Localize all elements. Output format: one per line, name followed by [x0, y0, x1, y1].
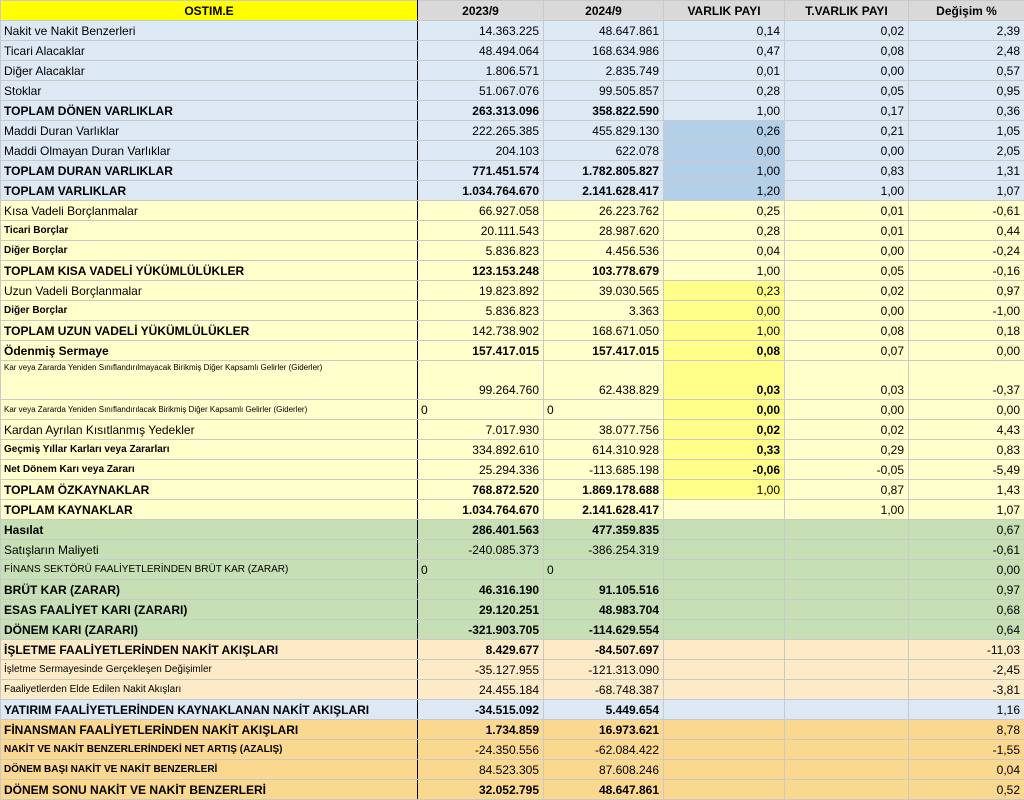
cell-2024[interactable]: 168.671.050 — [544, 321, 664, 341]
cell-2024[interactable]: 87.608.246 — [544, 760, 664, 780]
cell-share[interactable] — [664, 680, 785, 700]
cell-change[interactable]: 0,00 — [909, 560, 1024, 580]
cell-2023[interactable]: 123.153.248 — [418, 261, 544, 281]
row-label[interactable]: DÖNEM BAŞI NAKİT VE NAKİT BENZERLERİ — [1, 760, 418, 780]
cell-change[interactable]: 0,36 — [909, 101, 1024, 121]
table-row — [1, 101, 1024, 121]
cell-2023[interactable]: 768.872.520 — [418, 480, 544, 500]
cell-2023[interactable]: 24.455.184 — [418, 680, 544, 700]
cell-tshare[interactable]: 0,00 — [785, 61, 909, 81]
cell-share[interactable]: 0,23 — [664, 281, 785, 301]
cell-share[interactable] — [664, 600, 785, 620]
cell-share[interactable] — [664, 540, 785, 560]
cell-change[interactable]: -11,03 — [909, 640, 1024, 660]
row-label[interactable]: FİNANS SEKTÖRÜ FAALİYETLERİNDEN BRÜT KAR (ZARAR) — [1, 560, 418, 580]
row-label[interactable]: TOPLAM KISA VADELİ YÜKÜMLÜLÜKLER — [1, 261, 418, 281]
cell-tshare[interactable]: 0,83 — [785, 161, 909, 181]
table-row — [1, 241, 1024, 261]
cell-2024[interactable]: -84.507.697 — [544, 640, 664, 660]
cell-tshare[interactable]: 0,05 — [785, 81, 909, 101]
cell-2023[interactable]: 14.363.225 — [418, 21, 544, 41]
row-label[interactable]: Diğer Alacaklar — [1, 61, 418, 81]
row-label[interactable]: FİNANSMAN FAALİYETLERİNDEN NAKİT AKIŞLARI — [1, 720, 418, 740]
table-row — [1, 341, 1024, 361]
cell-2024[interactable]: 103.778.679 — [544, 261, 664, 281]
cell-2024[interactable]: 3.363 — [544, 301, 664, 321]
cell-change[interactable]: 1,31 — [909, 161, 1024, 181]
cell-2024[interactable]: 26.223.762 — [544, 201, 664, 221]
cell-2023[interactable]: 0 — [418, 400, 544, 420]
cell-change[interactable]: 0,64 — [909, 620, 1024, 640]
cell-change[interactable]: 0,18 — [909, 321, 1024, 341]
row-label[interactable]: Diğer Borçlar — [1, 241, 418, 261]
cell-2023[interactable]: 99.264.760 — [418, 361, 544, 400]
cell-2023[interactable]: 1.806.571 — [418, 61, 544, 81]
cell-2024[interactable]: 358.822.590 — [544, 101, 664, 121]
cell-2024[interactable]: 2.141.628.417 — [544, 181, 664, 201]
row-label[interactable]: TOPLAM DURAN VARLIKLAR — [1, 161, 418, 181]
cell-2024[interactable]: 157.417.015 — [544, 341, 664, 361]
cell-2024[interactable]: 168.634.986 — [544, 41, 664, 61]
row-label[interactable]: İşletme Sermayesinde Gerçekleşen Değişimler — [1, 660, 418, 680]
cell-2024[interactable]: 38.077.756 — [544, 420, 664, 440]
cell-change[interactable]: 1,43 — [909, 480, 1024, 500]
cell-tshare[interactable]: 0,02 — [785, 281, 909, 301]
cell-change[interactable]: 0,95 — [909, 81, 1024, 101]
cell-2024[interactable]: 62.438.829 — [544, 361, 664, 400]
cell-2024[interactable]: 1.869.178.688 — [544, 480, 664, 500]
cell-2024[interactable]: 99.505.857 — [544, 81, 664, 101]
cell-change[interactable]: 0,67 — [909, 520, 1024, 540]
table-row — [1, 81, 1024, 101]
cell-tshare[interactable]: 0,07 — [785, 341, 909, 361]
cell-share[interactable]: 0,04 — [664, 241, 785, 261]
cell-share[interactable]: 0,08 — [664, 341, 785, 361]
table-row — [1, 460, 1024, 480]
cell-change[interactable]: 4,43 — [909, 420, 1024, 440]
cell-2023[interactable]: 29.120.251 — [418, 600, 544, 620]
row-label[interactable]: TOPLAM VARLIKLAR — [1, 181, 418, 201]
cell-share[interactable]: 1,00 — [664, 261, 785, 281]
row-label[interactable]: Uzun Vadeli Borçlanmalar — [1, 281, 418, 301]
cell-2023[interactable]: 204.103 — [418, 141, 544, 161]
cell-change[interactable]: 2,39 — [909, 21, 1024, 41]
row-label[interactable]: Diğer Borçlar — [1, 301, 418, 321]
cell-2023[interactable]: -240.085.373 — [418, 540, 544, 560]
cell-2024[interactable]: -114.629.554 — [544, 620, 664, 640]
cell-2024[interactable]: 2.141.628.417 — [544, 500, 664, 520]
row-label[interactable]: Ticari Alacaklar — [1, 41, 418, 61]
cell-2023[interactable]: 157.417.015 — [418, 341, 544, 361]
cell-2023[interactable]: 1.034.764.670 — [418, 181, 544, 201]
cell-tshare[interactable]: 0,01 — [785, 201, 909, 221]
cell-2023[interactable]: 222.265.385 — [418, 121, 544, 141]
row-label[interactable]: Hasılat — [1, 520, 418, 540]
cell-change[interactable]: 8,78 — [909, 720, 1024, 740]
cell-change[interactable]: 0,44 — [909, 221, 1024, 241]
cell-2023[interactable]: 5.836.823 — [418, 301, 544, 321]
cell-2023[interactable]: 334.892.610 — [418, 440, 544, 460]
cell-share[interactable]: 0,33 — [664, 440, 785, 460]
cell-2023[interactable]: 286.401.563 — [418, 520, 544, 540]
col-header-2023[interactable]: 2023/9 — [418, 1, 544, 21]
table-row — [1, 680, 1024, 700]
cell-change[interactable]: -1,55 — [909, 740, 1024, 760]
cell-share[interactable] — [664, 780, 785, 800]
row-label[interactable]: TOPLAM DÖNEN VARLIKLAR — [1, 101, 418, 121]
table-row — [1, 281, 1024, 301]
col-header-tshare[interactable]: T.VARLIK PAYI — [785, 1, 909, 21]
cell-2023[interactable]: 19.823.892 — [418, 281, 544, 301]
row-label[interactable]: Geçmiş Yıllar Karları veya Zararları — [1, 440, 418, 460]
cell-2023[interactable]: 84.523.305 — [418, 760, 544, 780]
cell-share[interactable]: 0,26 — [664, 121, 785, 141]
table-row — [1, 620, 1024, 640]
cell-tshare[interactable] — [785, 600, 909, 620]
cell-change[interactable]: 0,57 — [909, 61, 1024, 81]
cell-2023[interactable]: 263.313.096 — [418, 101, 544, 121]
table-row — [1, 181, 1024, 201]
cell-change[interactable]: -0,37 — [909, 361, 1024, 400]
cell-2024[interactable]: 48.647.861 — [544, 21, 664, 41]
cell-tshare[interactable]: 0,00 — [785, 400, 909, 420]
cell-tshare[interactable] — [785, 580, 909, 600]
cell-2023[interactable]: 66.927.058 — [418, 201, 544, 221]
cell-share[interactable]: 0,02 — [664, 420, 785, 440]
cell-change[interactable]: 1,07 — [909, 181, 1024, 201]
table-row — [1, 121, 1024, 141]
cell-tshare[interactable]: 0,01 — [785, 221, 909, 241]
cell-change[interactable]: -5,49 — [909, 460, 1024, 480]
cell-share[interactable]: 0,25 — [664, 201, 785, 221]
cell-2024[interactable]: 622.078 — [544, 141, 664, 161]
table-row — [1, 141, 1024, 161]
cell-share[interactable]: 0,00 — [664, 301, 785, 321]
cell-2023[interactable]: 0 — [418, 560, 544, 580]
cell-share[interactable] — [664, 500, 785, 520]
cell-tshare[interactable]: 0,21 — [785, 121, 909, 141]
row-label[interactable]: İŞLETME FAALİYETLERİNDEN NAKİT AKIŞLARI — [1, 640, 418, 660]
cell-share[interactable] — [664, 560, 785, 580]
cell-share[interactable] — [664, 520, 785, 540]
row-label[interactable]: Faaliyetlerden Elde Edilen Nakit Akışları — [1, 680, 418, 700]
table-row — [1, 201, 1024, 221]
cell-2024[interactable]: 16.973.621 — [544, 720, 664, 740]
cell-tshare[interactable] — [785, 620, 909, 640]
cell-change[interactable]: 0,04 — [909, 760, 1024, 780]
cell-2024[interactable]: 477.359.835 — [544, 520, 664, 540]
row-label[interactable]: ESAS FAALİYET KARI (ZARARI) — [1, 600, 418, 620]
row-label[interactable]: Kısa Vadeli Borçlanmalar — [1, 201, 418, 221]
cell-share[interactable]: 0,01 — [664, 61, 785, 81]
cell-2024[interactable]: 39.030.565 — [544, 281, 664, 301]
cell-2024[interactable]: 48.647.861 — [544, 780, 664, 800]
cell-2024[interactable]: 1.782.805.827 — [544, 161, 664, 181]
cell-tshare[interactable]: 1,00 — [785, 181, 909, 201]
cell-tshare[interactable]: 0,00 — [785, 141, 909, 161]
table-row — [1, 61, 1024, 81]
cell-tshare[interactable]: 0,02 — [785, 21, 909, 41]
table-row — [1, 420, 1024, 440]
row-label[interactable]: TOPLAM ÖZKAYNAKLAR — [1, 480, 418, 500]
cell-share[interactable] — [664, 660, 785, 680]
cell-share[interactable]: 0,03 — [664, 361, 785, 400]
cell-2024[interactable]: -62.084.422 — [544, 740, 664, 760]
table-row — [1, 740, 1024, 760]
cell-2024[interactable]: -121.313.090 — [544, 660, 664, 680]
cell-share[interactable] — [664, 720, 785, 740]
cell-share[interactable] — [664, 740, 785, 760]
row-label[interactable]: YATIRIM FAALİYETLERİNDEN KAYNAKLANAN NAKİT AKIŞLARI — [1, 700, 418, 720]
row-label[interactable]: Stoklar — [1, 81, 418, 101]
company-title[interactable]: OSTIM.E — [1, 1, 418, 21]
cell-share[interactable]: 0,00 — [664, 400, 785, 420]
row-label[interactable]: BRÜT KAR (ZARAR) — [1, 580, 418, 600]
cell-change[interactable]: 0,68 — [909, 600, 1024, 620]
cell-2024[interactable]: 91.105.516 — [544, 580, 664, 600]
row-label[interactable]: Kar veya Zararda Yeniden Sınıflandırılmayacak Birikmiş Diğer Kapsamlı Gelirler (Giderler) — [1, 361, 418, 400]
table-row — [1, 480, 1024, 500]
cell-2023[interactable]: 1.734.859 — [418, 720, 544, 740]
cell-share[interactable]: 0,28 — [664, 81, 785, 101]
table-row — [1, 161, 1024, 181]
cell-tshare[interactable] — [785, 700, 909, 720]
cell-change[interactable]: 0,52 — [909, 780, 1024, 800]
cell-2024[interactable]: -68.748.387 — [544, 680, 664, 700]
cell-change[interactable]: -0,61 — [909, 201, 1024, 221]
cell-2023[interactable]: 48.494.064 — [418, 41, 544, 61]
cell-tshare[interactable]: 0,08 — [785, 41, 909, 61]
table-row — [1, 780, 1024, 800]
cell-2023[interactable]: 771.451.574 — [418, 161, 544, 181]
cell-share[interactable]: 0,47 — [664, 41, 785, 61]
cell-change[interactable]: 1,05 — [909, 121, 1024, 141]
cell-2023[interactable]: 5.836.823 — [418, 241, 544, 261]
cell-change[interactable]: 1,16 — [909, 700, 1024, 720]
cell-tshare[interactable] — [785, 760, 909, 780]
cell-2023[interactable]: 7.017.930 — [418, 420, 544, 440]
col-header-2024[interactable]: 2024/9 — [544, 1, 664, 21]
table-row — [1, 760, 1024, 780]
row-label[interactable]: Maddi Duran Varlıklar — [1, 121, 418, 141]
table-row — [1, 440, 1024, 460]
cell-2023[interactable]: 32.052.795 — [418, 780, 544, 800]
table-row — [1, 21, 1024, 41]
cell-2024[interactable]: -113.685.198 — [544, 460, 664, 480]
row-label[interactable]: TOPLAM KAYNAKLAR — [1, 500, 418, 520]
cell-share[interactable]: 1,00 — [664, 321, 785, 341]
cell-tshare[interactable]: 0,02 — [785, 420, 909, 440]
cell-tshare[interactable]: -0,05 — [785, 460, 909, 480]
table-row — [1, 301, 1024, 321]
cell-2024[interactable]: 614.310.928 — [544, 440, 664, 460]
cell-2024[interactable]: 5.449.654 — [544, 700, 664, 720]
row-label[interactable]: DÖNEM SONU NAKİT VE NAKİT BENZERLERİ — [1, 780, 418, 800]
table-row — [1, 41, 1024, 61]
header-row — [1, 1, 1024, 21]
cell-tshare[interactable] — [785, 660, 909, 680]
cell-tshare[interactable]: 0,00 — [785, 301, 909, 321]
cell-tshare[interactable]: 0,00 — [785, 241, 909, 261]
row-label[interactable]: Kar veya Zararda Yeniden Sınıflandırılacak Birikmiş Diğer Kapsamlı Gelirler (Giderler) — [1, 400, 418, 420]
col-header-share[interactable]: VARLIK PAYI — [664, 1, 785, 21]
table-row — [1, 600, 1024, 620]
cell-2023[interactable]: -34.515.092 — [418, 700, 544, 720]
table-row — [1, 221, 1024, 241]
cell-change[interactable]: -3,81 — [909, 680, 1024, 700]
cell-change[interactable]: -2,45 — [909, 660, 1024, 680]
row-label[interactable]: DÖNEM KARI (ZARARI) — [1, 620, 418, 640]
table-row — [1, 261, 1024, 281]
cell-tshare[interactable] — [785, 560, 909, 580]
table-row — [1, 321, 1024, 341]
cell-2024[interactable]: 4.456.536 — [544, 241, 664, 261]
cell-change[interactable]: 2,48 — [909, 41, 1024, 61]
table-row — [1, 560, 1024, 580]
cell-tshare[interactable]: 0,08 — [785, 321, 909, 341]
cell-share[interactable] — [664, 700, 785, 720]
row-label[interactable]: Maddi Olmayan Duran Varlıklar — [1, 141, 418, 161]
table-row — [1, 520, 1024, 540]
cell-share[interactable]: -0,06 — [664, 460, 785, 480]
cell-change[interactable]: 1,07 — [909, 500, 1024, 520]
row-label[interactable]: NAKİT VE NAKİT BENZERLERİNDEKİ NET ARTIŞ (AZALIŞ) — [1, 740, 418, 760]
cell-change[interactable]: -0,16 — [909, 261, 1024, 281]
row-label[interactable]: Net Dönem Karı veya Zararı — [1, 460, 418, 480]
cell-2024[interactable]: 48.983.704 — [544, 600, 664, 620]
cell-change[interactable]: 0,00 — [909, 341, 1024, 361]
cell-tshare[interactable] — [785, 520, 909, 540]
cell-tshare[interactable] — [785, 740, 909, 760]
table-row — [1, 660, 1024, 680]
table-row — [1, 540, 1024, 560]
cell-2023[interactable]: 142.738.902 — [418, 321, 544, 341]
cell-2024[interactable]: 455.829.130 — [544, 121, 664, 141]
cell-share[interactable] — [664, 760, 785, 780]
cell-share[interactable]: 1,20 — [664, 181, 785, 201]
cell-change[interactable]: 0,83 — [909, 440, 1024, 460]
cell-tshare[interactable]: 0,05 — [785, 261, 909, 281]
cell-2023[interactable]: 8.429.677 — [418, 640, 544, 660]
cell-change[interactable]: 2,05 — [909, 141, 1024, 161]
row-label[interactable]: Ödenmiş Sermaye — [1, 341, 418, 361]
cell-2023[interactable]: -24.350.556 — [418, 740, 544, 760]
cell-2023[interactable]: 25.294.336 — [418, 460, 544, 480]
cell-tshare[interactable] — [785, 640, 909, 660]
cell-tshare[interactable]: 0,17 — [785, 101, 909, 121]
table-row — [1, 640, 1024, 660]
cell-2023[interactable]: -321.903.705 — [418, 620, 544, 640]
cell-2023[interactable]: 51.067.076 — [418, 81, 544, 101]
cell-change[interactable]: 0,97 — [909, 281, 1024, 301]
cell-share[interactable]: 0,14 — [664, 21, 785, 41]
cell-2024[interactable]: -386.254.319 — [544, 540, 664, 560]
cell-change[interactable]: -1,00 — [909, 301, 1024, 321]
row-label[interactable]: Nakit ve Nakit Benzerleri — [1, 21, 418, 41]
cell-2023[interactable]: 46.316.190 — [418, 580, 544, 600]
cell-tshare[interactable]: 0,29 — [785, 440, 909, 460]
cell-2023[interactable]: -35.127.955 — [418, 660, 544, 680]
cell-share[interactable] — [664, 580, 785, 600]
col-header-change[interactable]: Değişim % — [909, 1, 1024, 21]
table-row — [1, 361, 1024, 400]
table-row — [1, 580, 1024, 600]
cell-tshare[interactable]: 0,03 — [785, 361, 909, 400]
cell-tshare[interactable] — [785, 540, 909, 560]
cell-2023[interactable]: 20.111.543 — [418, 221, 544, 241]
row-label[interactable]: Ticari Borçlar — [1, 221, 418, 241]
cell-share[interactable] — [664, 620, 785, 640]
cell-tshare[interactable]: 0,87 — [785, 480, 909, 500]
cell-change[interactable]: -0,61 — [909, 540, 1024, 560]
row-label[interactable]: Satışların Maliyeti — [1, 540, 418, 560]
cell-2024[interactable]: 0 — [544, 560, 664, 580]
cell-tshare[interactable] — [785, 680, 909, 700]
cell-change[interactable]: -0,24 — [909, 241, 1024, 261]
cell-share[interactable]: 1,00 — [664, 480, 785, 500]
row-label[interactable]: TOPLAM UZUN VADELİ YÜKÜMLÜLÜKLER — [1, 321, 418, 341]
cell-tshare[interactable]: 1,00 — [785, 500, 909, 520]
table-row — [1, 500, 1024, 520]
table-row — [1, 700, 1024, 720]
table-row — [1, 720, 1024, 740]
cell-change[interactable]: 0,00 — [909, 400, 1024, 420]
cell-2024[interactable]: 28.987.620 — [544, 221, 664, 241]
cell-tshare[interactable] — [785, 720, 909, 740]
cell-tshare[interactable] — [785, 780, 909, 800]
cell-2024[interactable]: 0 — [544, 400, 664, 420]
cell-2024[interactable]: 2.835.749 — [544, 61, 664, 81]
cell-share[interactable]: 0,00 — [664, 141, 785, 161]
cell-share[interactable] — [664, 640, 785, 660]
cell-change[interactable]: 0,97 — [909, 580, 1024, 600]
cell-share[interactable]: 1,00 — [664, 161, 785, 181]
cell-2023[interactable]: 1.034.764.670 — [418, 500, 544, 520]
cell-share[interactable]: 1,00 — [664, 101, 785, 121]
table-row — [1, 400, 1024, 420]
row-label[interactable]: Kardan Ayrılan Kısıtlanmış Yedekler — [1, 420, 418, 440]
cell-share[interactable]: 0,28 — [664, 221, 785, 241]
